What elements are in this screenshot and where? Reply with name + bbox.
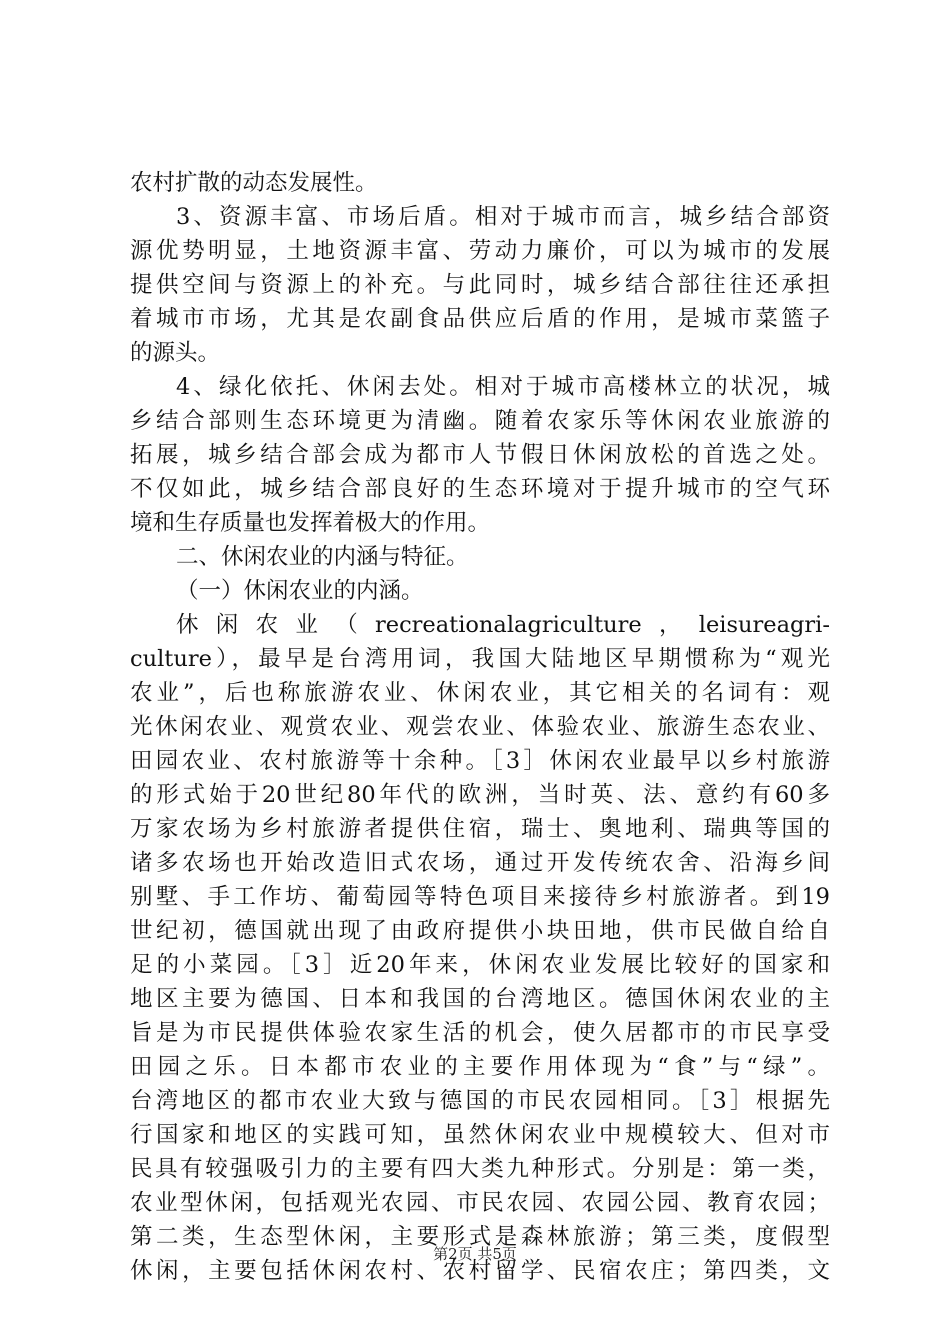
text-line: 光休闲农业、观赏农业、观尝农业、体验农业、旅游生态农业、 bbox=[130, 714, 830, 740]
text-line: 境和生存质量也发挥着极大的作用。 bbox=[130, 510, 491, 536]
text-line: 源优势明显，土地资源丰富、劳动力廉价，可以为城市的发展 bbox=[130, 238, 830, 264]
page-number-indicator: 第2页 共5页 bbox=[433, 1245, 517, 1263]
text-line: 世纪初，德国就出现了由政府提供小块田地，供市民做自给自 bbox=[130, 918, 830, 944]
text-line: 民具有较强吸引力的主要有四大类九种形式。分别是：第一类， bbox=[130, 1156, 830, 1182]
page-footer bbox=[0, 1244, 950, 1264]
text-line: 乡结合部则生态环境更为清幽。随着农家乐等休闲农业旅游的 bbox=[130, 408, 830, 434]
text-line: 农村扩散的动态发展性。 bbox=[130, 170, 378, 196]
text-line: 不仅如此，城乡结合部良好的生态环境对于提升城市的空气环 bbox=[130, 476, 830, 502]
text-line: 的源头。 bbox=[130, 340, 221, 366]
text-line: 别墅、手工作坊、葡萄园等特色项目来接待乡村旅游者。到19 bbox=[130, 884, 830, 910]
text-line: （一）休闲农业的内涵。 bbox=[176, 578, 424, 604]
text-line: 诸多农场也开始改造旧式农场，通过开发传统农舍、沿海乡间 bbox=[130, 850, 830, 876]
text-line: 农业”，后也称旅游农业、休闲农业，其它相关的名词有：观 bbox=[130, 680, 830, 706]
text-line: 足的小菜园。［3］近20年来，休闲农业发展比较好的国家和 bbox=[130, 952, 830, 978]
text-line: 行国家和地区的实践可知，虽然休闲农业中规模较大、但对市 bbox=[130, 1122, 830, 1148]
text-line: 休闲，主要包括休闲农村、农村留学、民宿农庄；第四类，文 bbox=[130, 1258, 830, 1284]
text-line: 地区主要为德国、日本和我国的台湾地区。德国休闲农业的主 bbox=[130, 986, 830, 1012]
text-line: 田园农业、农村旅游等十余种。［3］休闲农业最早以乡村旅游 bbox=[130, 748, 830, 774]
text-line: 着城市市场，尤其是农副食品供应后盾的作用，是城市菜篮子 bbox=[130, 306, 830, 332]
text-line: 的形式始于20世纪80年代的欧洲，当时英、法、意约有60多 bbox=[130, 782, 830, 808]
body-text bbox=[130, 166, 830, 1288]
text-line: 3、资源丰富、市场后盾。相对于城市而言，城乡结合部资 bbox=[176, 204, 830, 230]
text-line: 台湾地区的都市农业大致与德国的市民农园相同。［3］根据先 bbox=[130, 1088, 830, 1114]
text-line: 二、休闲农业的内涵与特征。 bbox=[176, 544, 469, 570]
text-line: 田园之乐。日本都市农业的主要作用体现为“食”与“绿”。 bbox=[130, 1054, 830, 1080]
text-line: 旨是为市民提供体验农家生活的机会，使久居都市的市民享受 bbox=[130, 1020, 830, 1046]
text-line: 4、绿化依托、休闲去处。相对于城市高楼林立的状况，城 bbox=[176, 374, 830, 400]
text-line: culture），最早是台湾用词，我国大陆地区早期惯称为“观光 bbox=[130, 646, 830, 672]
text-line: 提供空间与资源上的补充。与此同时，城乡结合部往往还承担 bbox=[130, 272, 830, 298]
text-line: 拓展，城乡结合部会成为都市人节假日休闲放松的首选之处。 bbox=[130, 442, 830, 468]
text-line: 万家农场为乡村旅游者提供住宿，瑞士、奥地利、瑞典等国的 bbox=[130, 816, 830, 842]
text-line: 农业型休闲，包括观光农园、市民农园、农园公园、教育农园； bbox=[130, 1190, 830, 1216]
text-line: 第二类，生态型休闲，主要形式是森林旅游；第三类，度假型 bbox=[130, 1224, 830, 1250]
text-line: 休闲农业（recreationalagriculture，leisureagri- bbox=[176, 612, 830, 638]
